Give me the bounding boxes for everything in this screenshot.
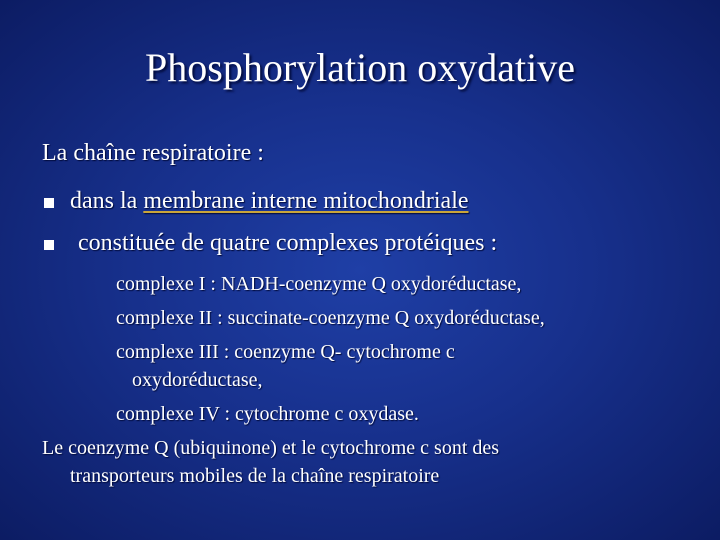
bullet-prefix: dans la xyxy=(70,188,144,214)
bullet-square-icon xyxy=(44,198,54,208)
complex-ii: complexe II : succinate-coenzyme Q oxydoréductase, xyxy=(116,307,545,329)
intro-text: La chaîne respiratoire : xyxy=(42,140,264,166)
closing-line-1: Le coenzyme Q (ubiquinone) et le cytochrome c sont des xyxy=(42,437,500,459)
membrane-link[interactable]: membrane interne mitochondriale xyxy=(143,188,469,214)
complex-iv: complexe IV : cytochrome c oxydase. xyxy=(116,403,419,425)
closing-line-2: transporteurs mobiles de la chaîne respiratoire xyxy=(70,465,440,487)
bullet-square-icon xyxy=(44,240,54,250)
bullet-item-complexes: constituée de quatre complexes protéiques : xyxy=(78,230,498,256)
slide-title: Phosphorylation oxydative xyxy=(145,45,575,90)
bullet-item-membrane xyxy=(70,186,469,216)
complex-i: complexe I : NADH-coenzyme Q oxydoréductase, xyxy=(116,273,522,295)
complex-iii-continuation: oxydoréductase, xyxy=(132,369,263,391)
complex-iii: complexe III : coenzyme Q- cytochrome c xyxy=(116,341,455,363)
